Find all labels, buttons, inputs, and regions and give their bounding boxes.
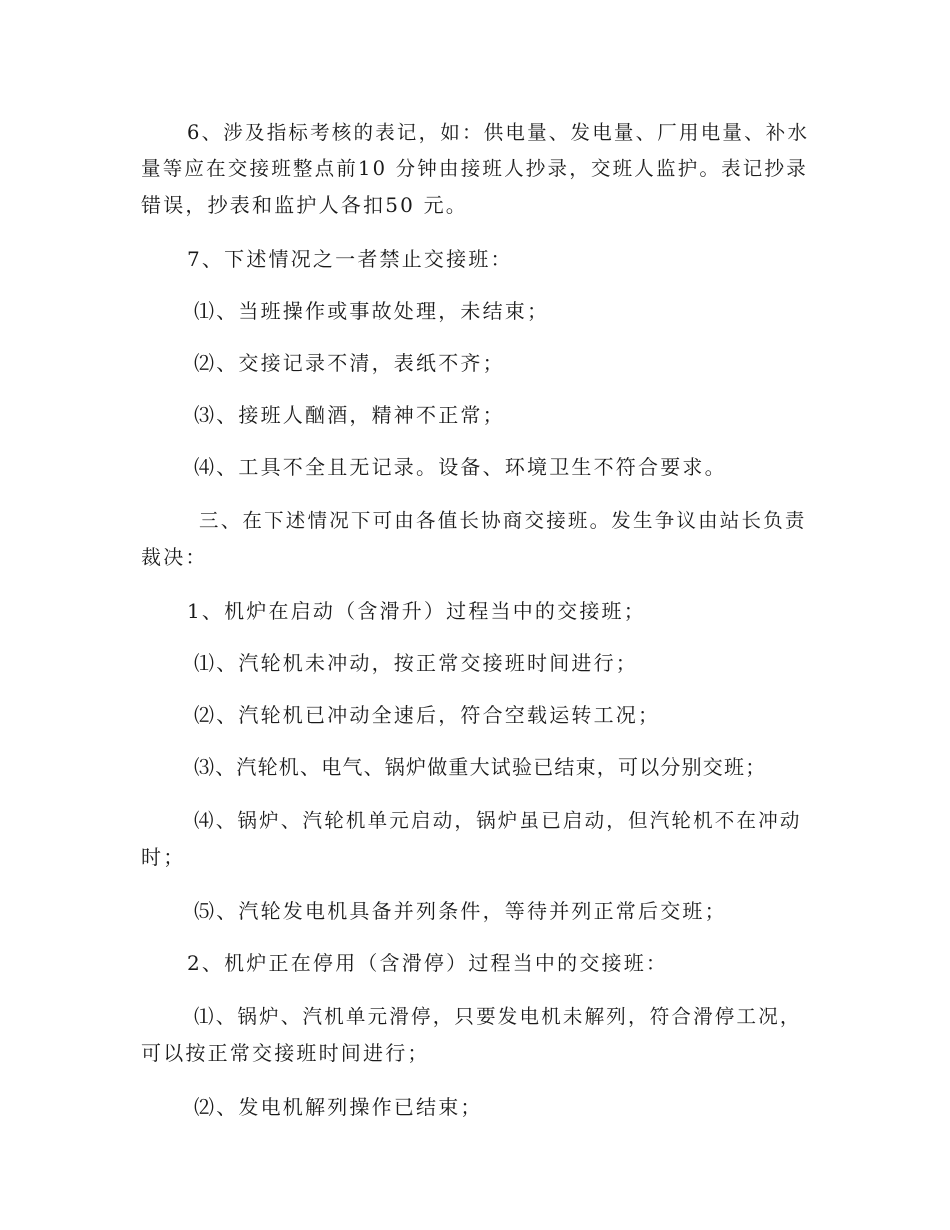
section-3-item-1-1: ⑴、汽轮机未冲动，按正常交接班时间进行； [194,651,638,675]
section-3-item-2-2: ⑵、发电机解列操作已结束； [194,1095,483,1119]
section-3-heading-line-1: 三、在下述情况下可由各值长协商交接班。发生争议由站长负责 [199,509,807,532]
section-3-item-1-2: ⑵、汽轮机已冲动全速后，符合空载运转工况； [194,703,661,727]
item-7-1: ⑴、当班操作或事故处理，未结束； [194,299,550,323]
section-3-item-2: 2、机炉正在停用（含滑停）过程当中的交接班： [187,951,669,975]
paragraph-7: 7、下述情况之一者禁止交接班： [187,247,513,271]
section-3-item-1-4-line-1: ⑷、锅炉、汽轮机单元启动，锅炉虽已启动，但汽轮机不在冲动 [194,809,802,832]
section-3-item-2-1-line-2: 可以按正常交接班时间进行； [141,1041,430,1065]
section-3-item-1-4-line-2: 时； [141,845,186,869]
paragraph-6-line-1: 6、涉及指标考核的表记，如：供电量、发电量、厂用电量、补水 [187,121,810,144]
paragraph-6-line-3: 错误，抄表和监护人各扣50 元。 [141,193,469,217]
section-3-item-1-5: ⑸、汽轮发电机具备并列条件，等待并列正常后交班； [194,899,727,923]
item-7-4: ⑷、工具不全且无记录。设备、环境卫生不符合要求。 [194,455,727,479]
section-3-item-2-1-line-1: ⑴、锅炉、汽机单元滑停，只要发电机未解列，符合滑停工况， [194,1005,802,1028]
item-7-2: ⑵、交接记录不清，表纸不齐； [194,351,505,375]
paragraph-6-line-2: 量等应在交接班整点前10 分钟由接班人抄录，交班人监护。表记抄录 [141,157,808,180]
section-3-item-1: 1、机炉在启动（含滑升）过程当中的交接班； [187,599,646,623]
section-3-heading-line-2: 裁决： [141,545,208,569]
section-3-item-1-3: ⑶、汽轮机、电气、锅炉做重大试验已结束，可以分别交班； [194,755,767,779]
item-7-3: ⑶、接班人酗酒，精神不正常； [194,403,505,427]
